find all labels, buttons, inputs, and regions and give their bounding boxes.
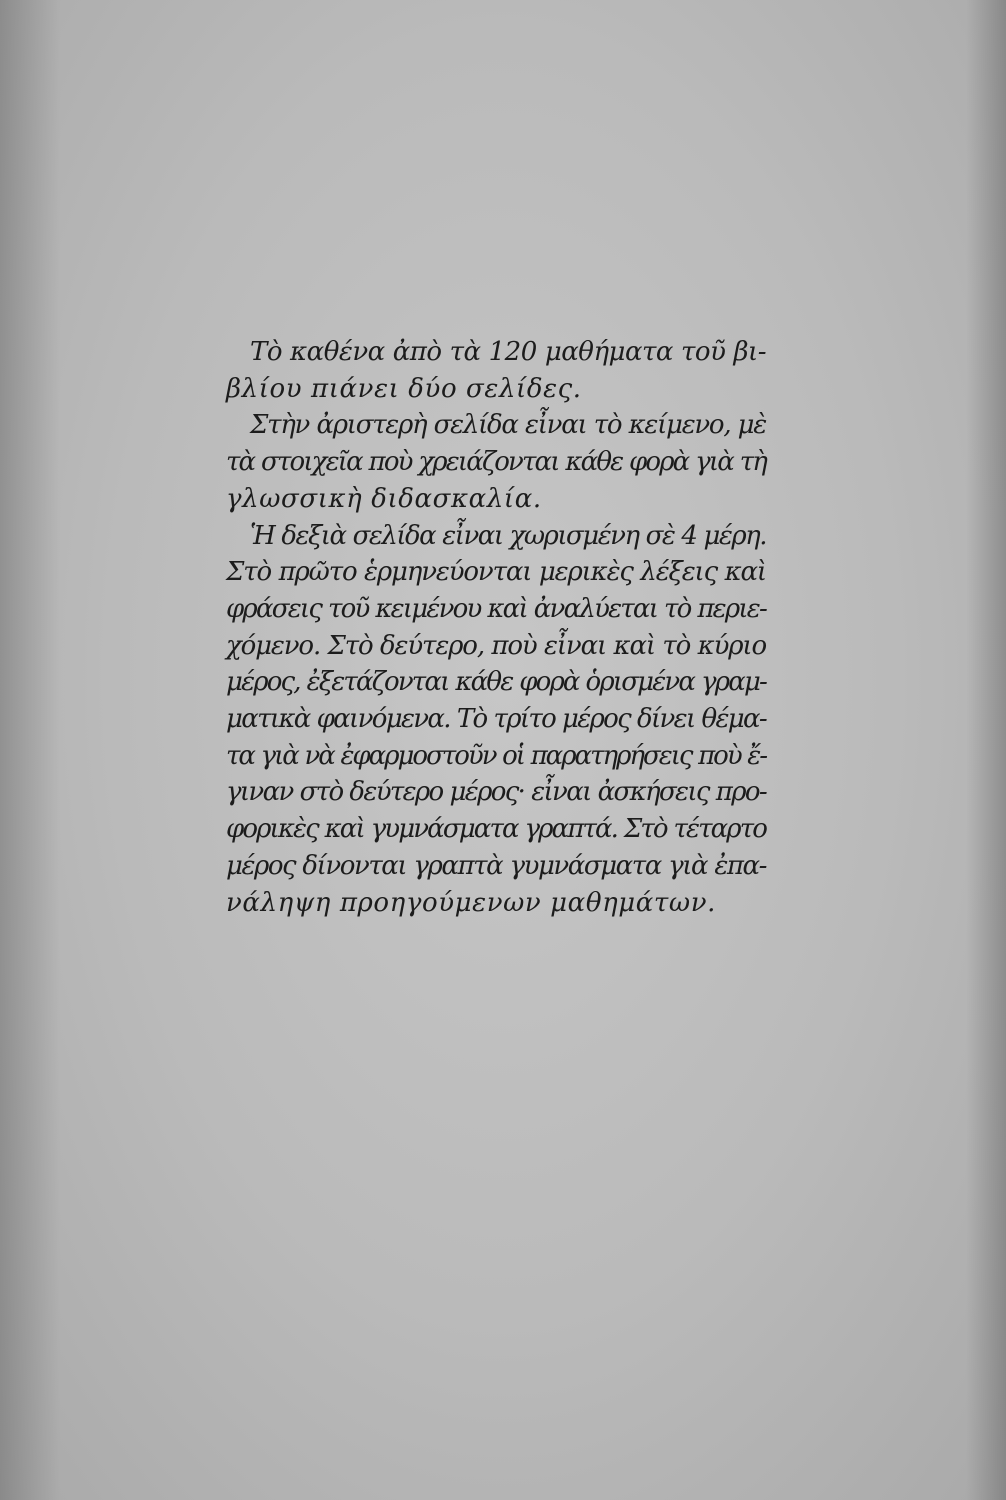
text-line-3: Στὴν ἀριστερὴ σελίδα εἶναι τὸ κείμενο, μὲ (250, 410, 766, 441)
text-line-14: φορικὲς καὶ γυμνάσματα γραπτά. Στὸ τέταρτο (226, 814, 766, 845)
text-line-7: Στὸ πρῶτο ἑρμηνεύονται μερικὲς λέξεις καὶ (226, 557, 766, 588)
text-line-2: βλίου πιάνει δύο σελίδες. (226, 373, 582, 404)
text-line-10: μέρος, ἐξετάζονται κάθε φορὰ ὁρισμένα γραμ- (226, 667, 766, 698)
page-edge-shadow-left (0, 0, 60, 1500)
text-line-4: τὰ στοιχεῖα ποὺ χρειάζονται κάθε φορὰ γιὰ τὴ (226, 447, 766, 478)
text-line-6: Ἡ δεξιὰ σελίδα εἶναι χωρισμένη σὲ 4 μέρη. (250, 520, 766, 551)
text-line-16: νάληψη προηγούμενων μαθημάτων. (226, 887, 716, 918)
page-edge-shadow-right (966, 0, 1006, 1500)
text-line-15: μέρος δίνονται γραπτὰ γυμνάσματα γιὰ ἐπα- (226, 850, 766, 881)
text-line-13: γιναν στὸ δεύτερο μέρος· εἶναι ἀσκήσεις προ- (226, 777, 766, 808)
text-line-12: τα γιὰ νὰ ἐφαρμοστοῦν οἱ παρατηρήσεις ποὺ ἔ- (226, 740, 766, 771)
body-text (226, 334, 766, 921)
text-line-11: ματικὰ φαινόμενα. Τὸ τρίτο μέρος δίνει θέμα- (226, 704, 766, 735)
text-line-1: Τὸ καθένα ἀπὸ τὰ 120 μαθήματα τοῦ βι- (250, 337, 766, 367)
text-line-8: φράσεις τοῦ κειμένου καὶ ἀναλύεται τὸ περιε- (226, 593, 766, 624)
text-line-9: χόμενο. Στὸ δεύτερο, ποὺ εἶναι καὶ τὸ κύριο (226, 630, 766, 661)
text-line-5: γλωσσικὴ διδασκαλία. (226, 483, 542, 514)
